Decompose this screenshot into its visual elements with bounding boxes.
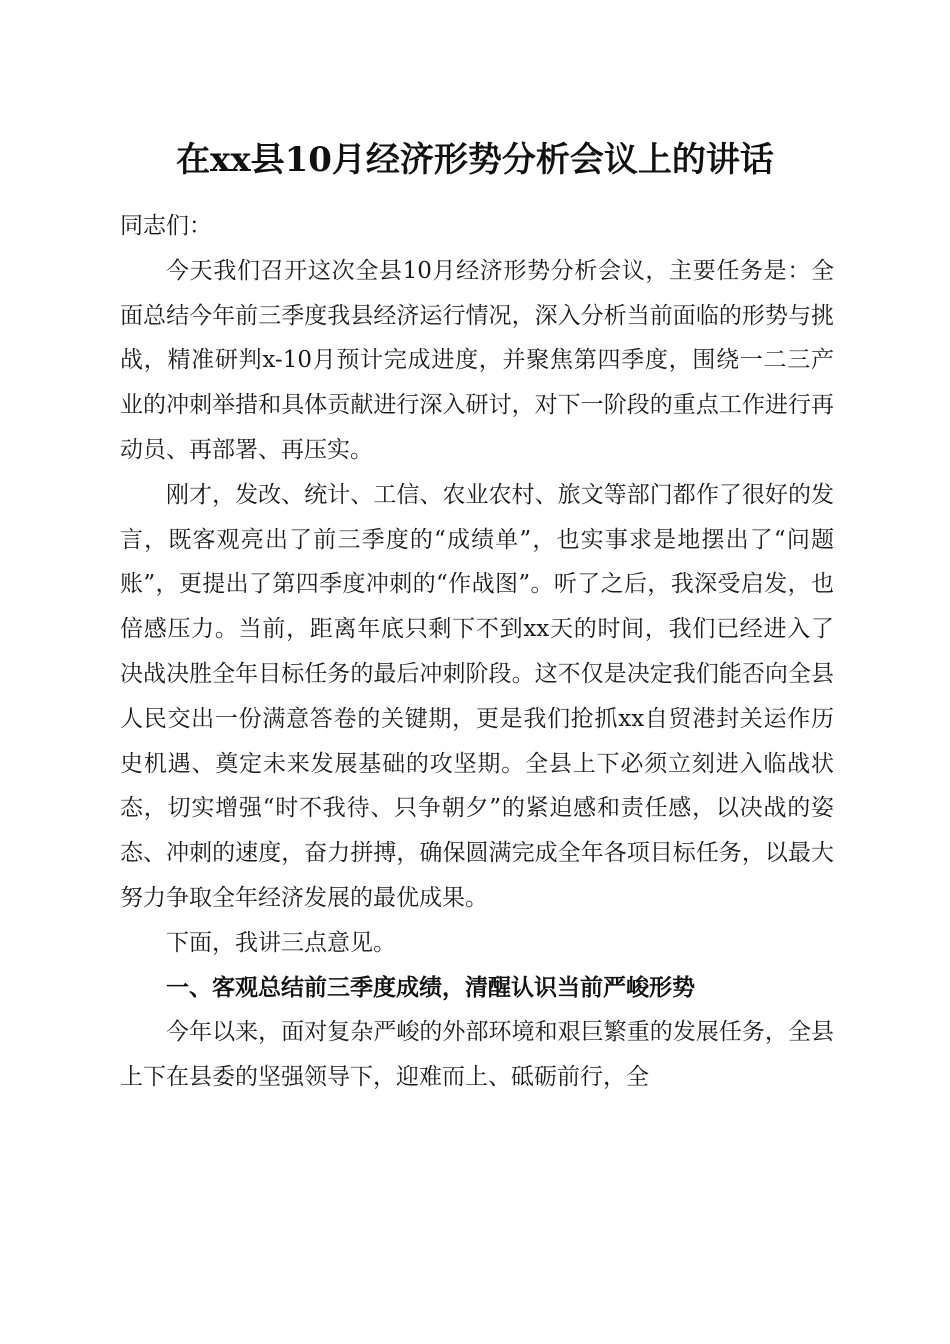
section-paragraph: 今年以来，面对复杂严峻的外部环境和艰巨繁重的发展任务，全县上下在县委的坚强领导下，迎难而上、砥砺前行，全 — [120, 1019, 834, 1091]
paragraph-transition: 下面，我讲三点意见。 — [166, 929, 396, 956]
document-body — [120, 204, 834, 1100]
salutation: 同志们： — [120, 213, 212, 239]
paragraph-context: 刚才，发改、统计、工信、农业农村、旅文等部门都作了很好的发言，既客观亮出了前三季度的“成绩单”，也实事求是地摆出了“问题账”，更提出了第四季度冲刺的“作战图”。听了之后，我深受启发，也倍感压力。当前，距离年底只剩下不到xx天的时间，我们已经进入了决战决胜全年目标任务的最后冲刺阶段。这不仅是决定我们能否向全县人民交出一份满意答卷的关键期，更是我们抢抓xx自贸港封关运作历史机遇、奠定未来发展基础的攻坚期。全县上下必须立刻进入临战状态，切实增强“时不我待、只争朝夕”的紧迫感和责任感，以决战的姿态、冲刺的速度，奋力拼搏，确保圆满完成全年各项目标任务，以最大努力争取全年经济发展的最优成果。 — [120, 481, 834, 911]
document-title: 在xx县10月经济形势分析会议上的讲话 — [176, 140, 774, 180]
paragraph-intro: 今天我们召开这次全县10月经济形势分析会议，主要任务是：全面总结今年前三季度我县经济运行情况，深入分析当前面临的形势与挑战，精准研判x-10月预计完成进度，并聚焦第四季度，围绕一二三产业的冲刺举措和具体贡献进行深入研讨，对下一阶段的重点工作进行再动员、再部署、再压实。 — [120, 257, 834, 463]
section-heading: 一、客观总结前三季度成绩，清醒认识当前严峻形势 — [166, 974, 695, 1001]
